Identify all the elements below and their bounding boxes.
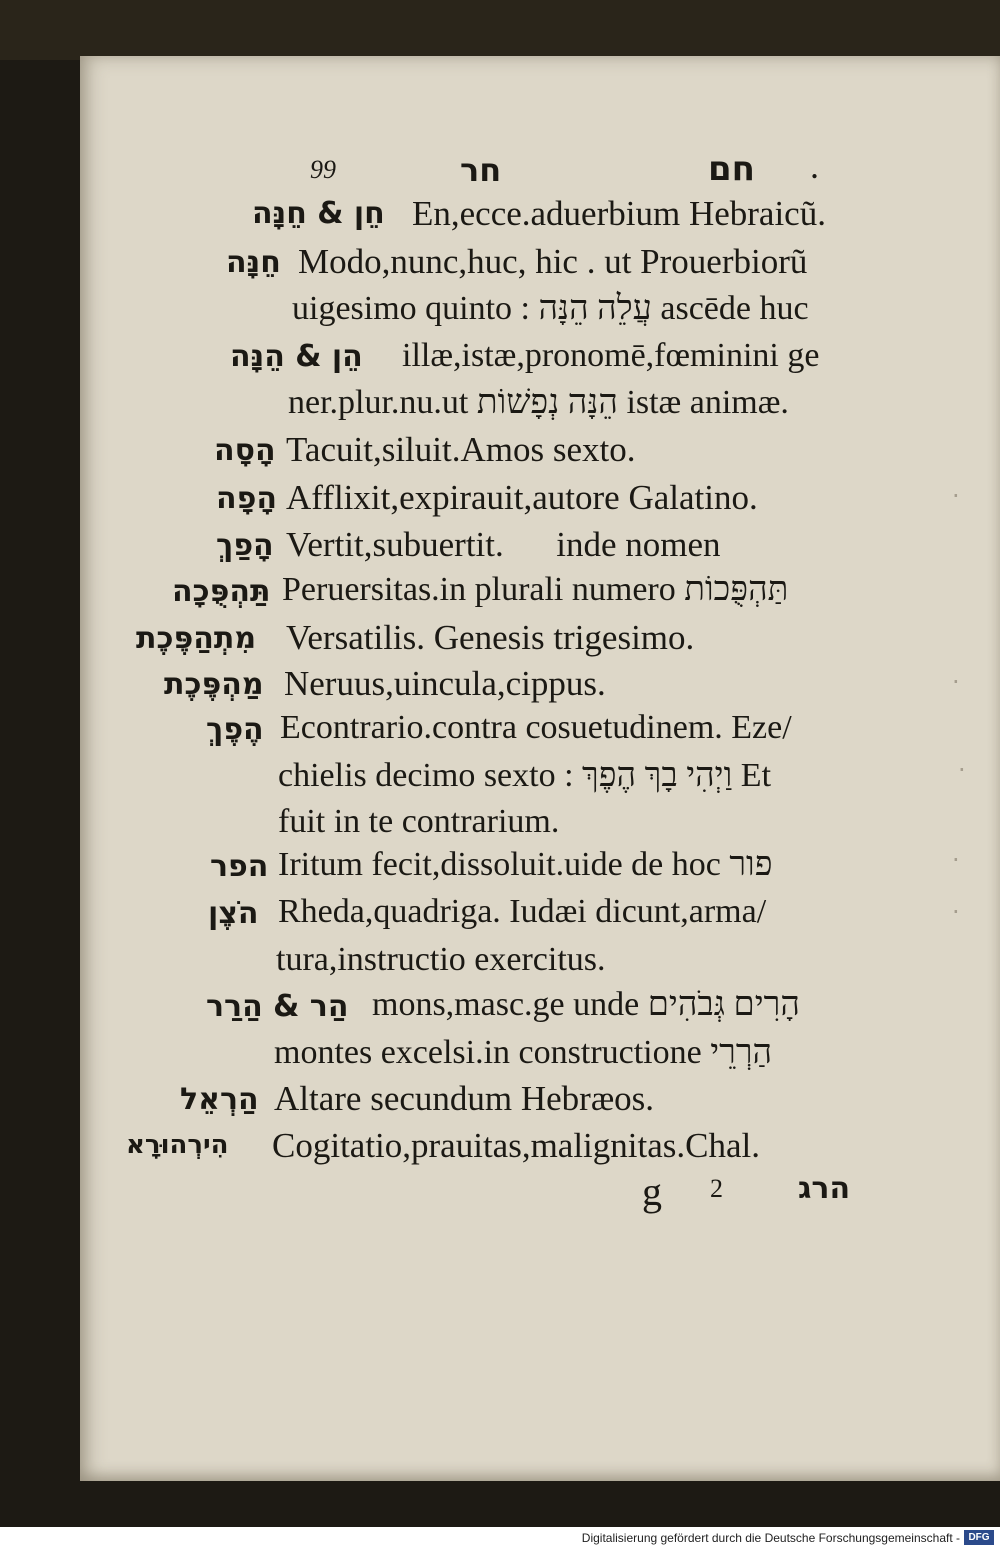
running-heading-center: חר (460, 151, 502, 189)
show-through-mark: · (958, 756, 966, 784)
signature-mark: g (642, 1169, 662, 1214)
entry-latin: Tacuit,siluit.Amos sexto. (286, 430, 636, 469)
headword-hebrew: הֶפֶךְ (206, 712, 264, 747)
entry-latin: Modo,nunc,huc, hic . ut Prouerbiorũ (298, 242, 808, 281)
funding-credit: Digitalisierung gefördert durch die Deutsche Forschungsgemeinschaft - (581, 1531, 960, 1545)
entry-latin: ner.plur.nu.ut הֵנָּה נְפָשׁוֹת istæ animæ. (288, 384, 789, 421)
scan-background (0, 0, 1000, 60)
headword-hebrew: הפר (210, 849, 269, 884)
show-through-mark: · (952, 898, 960, 926)
headword-hebrew: מִתְהַפֶּכֶת (136, 621, 257, 656)
headword-hebrew: הֵן & הֵנָּה (230, 339, 363, 374)
show-through-mark: · (952, 846, 960, 874)
headword-hebrew: הִירְהוּרָא (126, 1130, 229, 1160)
entry-latin: Cogitatio,prauitas,malignitas.Chal. (272, 1126, 760, 1165)
header-dot: . (810, 146, 819, 186)
entry-latin: chielis decimo sexto : וַיְהִי בָךְ הֶפֶךְ Et (278, 757, 772, 794)
entry-latin: fuit in te contrarium. (278, 803, 560, 840)
running-heading-right: חם (708, 149, 756, 189)
entry-latin: Versatilis. Genesis trigesimo. (286, 618, 695, 657)
entry-latin: Altare secundum Hebræos. (274, 1079, 655, 1118)
headword-hebrew: הָסָה (214, 433, 276, 468)
entry-latin: uigesimo quinto : עֲלֵה הֵנָּה ascēde huc (292, 290, 809, 327)
show-through-mark: · (952, 482, 960, 510)
entry-latin: En,ecce.aduerbium Hebraicũ. (412, 194, 826, 233)
headword-hebrew: מַהְפֶּכֶת (164, 667, 264, 702)
headword-hebrew: הֹצֶן (208, 896, 259, 931)
entry-latin: Econtrario.contra cosuetudinem. Eze/ (280, 709, 792, 746)
entry-latin: tura,instructio exercitus. (276, 941, 606, 978)
entry-latin: Vertit,subuertit. inde nomen (286, 525, 721, 564)
book-page (80, 56, 1000, 1481)
entry-latin: Peruersitas.in plurali numero תַּהְפֻּכוֹת (282, 571, 789, 608)
entry-latin: illæ,istæ,pronomē,fœminini ge (402, 337, 820, 374)
headword-hebrew: הָפָה (216, 481, 277, 516)
headword-hebrew: הַרְאֵל (180, 1082, 259, 1117)
entry-latin: mons,masc.ge unde הָרִים גְּבֹהִים (372, 986, 800, 1023)
entry-latin: Iritum fecit,dissoluit.uide de hoc פור (278, 846, 773, 883)
page-number: 99 (310, 155, 336, 184)
entry-latin: montes excelsi.in constructione הַרְרֵי (274, 1034, 773, 1071)
headword-hebrew: הָפַךְ (216, 528, 274, 563)
headword-hebrew: חֵנָּה (226, 245, 281, 280)
catchword: הרג (798, 1171, 851, 1206)
entry-latin: Neruus,uincula,cippus. (284, 664, 606, 703)
entry-latin: Rheda,quadriga. Iudæi dicunt,arma/ (278, 893, 767, 930)
credit-footer (0, 1527, 1000, 1549)
show-through-mark: · (952, 668, 960, 696)
headword-hebrew: תַּהְפֻּכָה (172, 574, 271, 609)
entry-latin: Afflixit,expirauit,autore Galatino. (286, 478, 758, 517)
headword-hebrew: הַר & הַרַר (206, 989, 349, 1024)
headword-hebrew: חֵן & חֵנָּה (252, 196, 385, 231)
signature-number: 2 (710, 1174, 723, 1203)
dfg-logo: DFG (964, 1530, 994, 1545)
